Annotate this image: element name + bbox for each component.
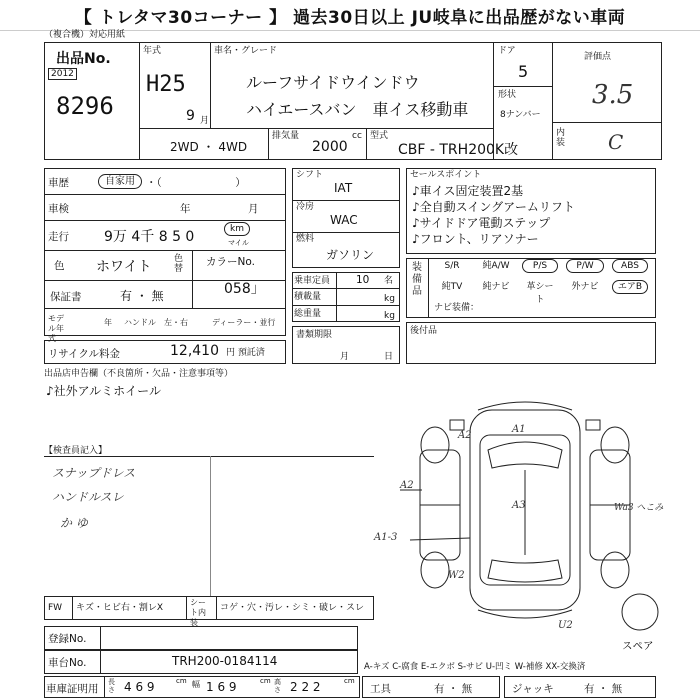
load-unit: kg: [384, 294, 395, 304]
dims-unit: cm: [344, 677, 355, 685]
registration-row: [44, 626, 358, 650]
year-month: 9: [186, 108, 195, 124]
damage-mark: A1-3: [374, 532, 398, 543]
inspector-line: スナップドレス: [52, 466, 136, 480]
color-no-value: 058」: [224, 281, 265, 297]
damage-mark: A1: [512, 424, 526, 435]
model-year-handle: ハンドル 左・右: [124, 318, 188, 327]
fw-seat-label: シート内装: [190, 598, 206, 627]
damage-mark: W2: [448, 570, 465, 581]
damage-mark: A3: [512, 500, 526, 511]
fw-scratches: キズ・ヒビ右・割レX: [76, 603, 163, 613]
inspection-year: 年: [180, 203, 191, 215]
recycle-label: リサイクル料金: [48, 348, 121, 360]
history-value: 自家用: [98, 174, 142, 189]
capacity-value: 10: [356, 274, 370, 286]
displacement-label: 排気量: [272, 131, 300, 141]
top-note: （複合機）対応用紙: [44, 30, 126, 40]
inspector-label: 【検査員記入】: [44, 446, 108, 456]
interior-value: C: [608, 130, 624, 154]
gross-unit: kg: [384, 311, 395, 321]
model-code-value: CBF - TRH200K改: [398, 142, 519, 158]
lot-year-stamp: 2012: [48, 68, 77, 80]
retrofit-box: [406, 322, 656, 364]
recycle-value: 12,410: [170, 343, 219, 359]
color-value: ホワイト: [96, 259, 152, 275]
jack-value: 有 ・ 無: [584, 683, 623, 695]
damage-mark: A2: [400, 480, 414, 491]
year-month-unit: 月: [200, 116, 210, 126]
color-no-label: カラーNo.: [206, 256, 255, 268]
score-label: 評価点: [584, 52, 612, 62]
equip-leather: 革シート: [526, 282, 554, 305]
damage-mark: U2: [558, 620, 573, 631]
sales-point-item: ♪フロント、リアソナー: [412, 232, 539, 246]
docs-deadline-month: 月: [340, 352, 350, 362]
warranty-label: 保証書: [50, 291, 82, 303]
sales-point-item: ♪車イス固定装置2基: [412, 184, 524, 198]
model-code-label: 型式: [370, 131, 389, 141]
dims-width-label: 幅: [192, 680, 200, 689]
inspection-month: 月: [248, 203, 259, 215]
damage-mark: A2: [458, 430, 472, 441]
model-year-label: モデル年式: [48, 314, 64, 343]
dims-unit: cm: [176, 677, 187, 685]
retrofit-label: 後付品: [410, 326, 438, 336]
color-label: 色: [54, 260, 65, 272]
score-value: 3.5: [592, 80, 634, 110]
capacity-unit: 名: [384, 276, 394, 286]
displacement-value: 2000: [312, 139, 348, 155]
mileage-unit: km: [224, 222, 250, 236]
model-name-line1: ルーフサイドウインドウ: [246, 73, 420, 92]
model-name-line2: ハイエースバン 車イス移動車: [246, 100, 469, 119]
mileage-unit2: マイル: [228, 239, 249, 247]
load-label: 積載量: [294, 292, 322, 302]
aircon-value: WAC: [330, 213, 358, 227]
chassis-label: 車台No.: [48, 657, 87, 669]
sales-point-item: ♪全自動スイングアームリフト: [412, 200, 575, 214]
shape-value: 8ナンバー: [500, 110, 541, 120]
registration-label: 登録No.: [48, 633, 87, 645]
equip-sr: S/R: [444, 261, 460, 271]
doors-value: 5: [518, 62, 529, 81]
jack-label: ジャッキ: [512, 683, 554, 695]
gross-label: 総重量: [294, 309, 322, 319]
inspector-line: ハンドルスレ: [52, 490, 124, 504]
docs-deadline-label: 書類期限: [296, 330, 333, 340]
inspector-line: か ゆ: [60, 516, 88, 530]
dims-length-label: 長さ: [108, 678, 115, 694]
navi-label: ナビ装備：: [434, 303, 480, 313]
sales-point-item: ♪サイドドア電動ステップ: [412, 216, 551, 230]
dims-height-label: 高さ: [274, 678, 281, 694]
fuel-label: 燃料: [296, 234, 315, 244]
chassis-value: TRH200-0184114: [172, 654, 278, 668]
fuel-value: ガソリン: [326, 248, 375, 262]
displacement-unit: cc: [352, 131, 362, 141]
fw-label: FW: [48, 603, 63, 613]
model-year-dealer: ディーラー・並行: [212, 318, 276, 327]
seller-notes-label: 出品店申告欄（不良箇所・欠品・注意事項等）: [44, 369, 234, 379]
equip-airbag: エアB: [612, 280, 648, 294]
history-rest: ・（ ）: [146, 177, 246, 189]
dims-unit: cm: [260, 677, 271, 685]
year-label: 年式: [143, 46, 162, 56]
spare-label: スペア: [622, 640, 654, 652]
model-name-label: 車名・グレード: [214, 46, 278, 56]
year-era: H25: [146, 72, 186, 97]
interior-label: 内装: [556, 128, 566, 148]
equip-ps: P/S: [522, 259, 558, 273]
equip-navi: 純ナビ: [482, 282, 510, 292]
lot-number: 8296: [56, 92, 114, 120]
damage-side-note: Wa3 へこみ: [614, 503, 664, 513]
dims-length: 4 6 9: [124, 680, 155, 694]
capacity-label: 乗車定員: [294, 276, 331, 286]
dims-width: 1 6 9: [206, 680, 237, 694]
equipment-label: 装備品: [412, 262, 422, 297]
mileage-label: 走行: [48, 231, 69, 243]
equip-abs: ABS: [612, 259, 648, 273]
car-damage-diagram: [374, 390, 670, 631]
equip-tv: 純TV: [441, 282, 463, 292]
inspection-label: 車検: [48, 203, 69, 215]
aircon-label: 冷房: [296, 202, 315, 212]
lot-label: 出品No.: [56, 51, 111, 67]
shift-value: IAT: [334, 181, 353, 195]
sales-points-label: セールスポイント: [410, 170, 482, 180]
warranty-value: 有 ・ 無: [120, 289, 164, 303]
dims-height: 2 2 2: [290, 680, 321, 694]
dims-label: 車庫証明用: [46, 683, 99, 695]
model-year-year: 年: [104, 318, 112, 327]
mileage-value: 9万 4千 8 5 0: [104, 229, 195, 245]
shift-label: シフト: [296, 170, 324, 180]
history-label: 車歴: [48, 177, 69, 189]
fw-seat: コゲ・穴・汚レ・シミ・破レ・スレ: [220, 603, 365, 613]
damage-legend: A-キズ C-腐食 E-エクボ S-サビ U-凹ミ W-補修 XX-交換済: [364, 662, 586, 672]
tools-label: 工具: [370, 683, 391, 695]
docs-deadline-day: 日: [384, 352, 394, 362]
doors-label: ドア: [498, 46, 516, 56]
equip-alloy: 純A/W: [482, 261, 510, 271]
seller-notes-text: ♪社外アルミホイール: [46, 384, 161, 398]
equip-ext-navi: 外ナビ: [571, 282, 599, 292]
shape-label: 形状: [498, 90, 517, 100]
drive-type: 2WD ・ 4WD: [170, 140, 248, 154]
tools-value: 有 ・ 無: [434, 683, 473, 695]
color-change-label: 色替: [174, 254, 184, 274]
page-banner: 【 トレタマ30コーナー 】 過去30日以上 JU岐阜に出品歴がない車両: [0, 0, 700, 31]
recycle-unit: 円 預託済: [226, 348, 265, 358]
equip-pw: P/W: [566, 259, 604, 273]
